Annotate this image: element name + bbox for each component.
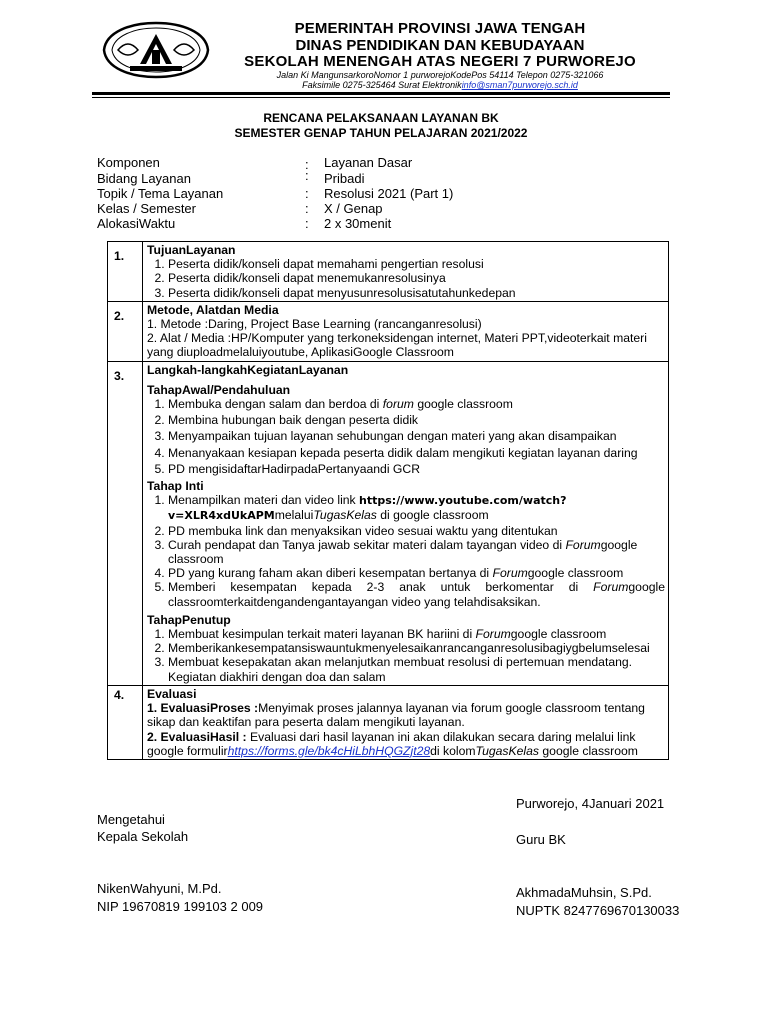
list-item: 3. Curah pendapat dan Tanya jawab sekitar materi dalam tayangan video di Forumgoogle classroom: [168, 538, 665, 566]
media-line: 2. Alat / Media :HP/Komputer yang terkoneksidengan internet, Materi PPT,videoterkait materi yang diuploadmelaluiyoutube, AplikasiGoogle Classroom: [147, 331, 647, 360]
row-number: 1.: [108, 242, 143, 302]
meta-colon: :: [305, 157, 309, 172]
table-row-evaluasi: [108, 685, 669, 759]
meta-value: X / Genap: [324, 201, 383, 216]
meta-colon: :: [305, 168, 309, 183]
row-body: [143, 242, 669, 302]
metode-line: 1. Metode :Daring, Project Base Learning (rancanganresolusi): [147, 317, 482, 332]
list-item: 5. Memberi kesempatan kepada 2-3 anak untuk berkomentar di Forumgoogle classroomterkaitdengandengantayangan video yang telahdisaksikan.: [168, 580, 665, 608]
signer-right-label: Guru BK: [516, 832, 566, 847]
list-item: 3. Menyampaikan tujuan layanan sehubungan dengan materi yang akan disampaikan: [168, 429, 665, 443]
header-rule-thick: [92, 92, 670, 95]
header-email-link[interactable]: info@sman7purworejo.sch.id: [461, 80, 578, 90]
row-number: 2.: [108, 301, 143, 361]
signer-left-name: NikenWahyuni, M.Pd.: [97, 881, 222, 896]
meta-label: AlokasiWaktu: [97, 216, 176, 231]
list-item: 2. Membina hubungan baik dengan peserta didik: [168, 413, 665, 427]
list-item: 3. Peserta didik/konseli dapat menyusunresolusisatutahunkedepan: [168, 286, 665, 300]
row-body: [143, 301, 669, 361]
tahap-penutup-title: TahapPenutup: [147, 612, 231, 627]
meta-value: Pribadi: [324, 171, 365, 186]
signer-left-id: NIP 19670819 199103 2 009: [97, 899, 264, 914]
header-line-2: DINAS PENDIDIKAN DAN KEBUDAYAAN: [295, 37, 585, 54]
row-number: 3.: [108, 361, 143, 685]
row-body: [143, 685, 669, 759]
signer-left-label-2: Kepala Sekolah: [97, 829, 189, 844]
plan-table: [107, 241, 669, 760]
list-item: 3. Membuat kesepakatan akan melanjutkan membuat resolusi di pertemuan mendatang. Kegiatan diakhiri dengan doa dan salam: [168, 655, 665, 683]
section-title-evaluasi: Evaluasi: [147, 686, 197, 701]
meta-colon: :: [305, 186, 309, 201]
evaluasi-proses: 1. EvaluasiProses :Menyimak proses jalannya layanan via forum google classroom tentang sikap dan keaktifan para peserta dalam mengikuti layanan.: [147, 701, 645, 730]
signer-left-label-1: Mengetahui: [97, 812, 165, 827]
section-title-tujuan: TujuanLayanan: [147, 243, 236, 257]
header-address: Jalan Ki MangunsarkoroNomor 1 purworejoKodePos 54114 Telepon 0275-321066: [276, 70, 604, 80]
tahap-penutup-list: [147, 627, 665, 684]
meta-label: Komponen: [97, 155, 160, 170]
meta-value: 2 x 30menit: [324, 216, 392, 231]
list-item: 2. Memberikankesempatansiswauntukmenyelesaikanrancanganresolusibagiygbelumselesai: [168, 641, 665, 655]
list-item: 1. Membuat kesimpulan terkait materi layanan BK hariini di Forumgoogle classroom: [168, 627, 665, 641]
list-item: 4. PD yang kurang faham akan diberi kesempatan bertanya di Forumgoogle classroom: [168, 566, 665, 580]
google-form-link[interactable]: https://forms.gle/bk4cHiLbhHQGZjt28: [227, 743, 431, 758]
tahap-inti-list: [147, 493, 665, 609]
meta-label: Bidang Layanan: [97, 171, 191, 186]
list-item: 1. Membuka dengan salam dan berdoa di forum google classroom: [168, 397, 665, 411]
list-item: 4. Menanyakaan kesiapan kepada peserta didik dalam mengikuti kegiatan layanan daring: [168, 446, 665, 460]
list-item: 2. PD membuka link dan menyaksikan video sesuai waktu yang ditentukan: [168, 524, 665, 538]
list-item: 1. Menampilkan materi dan video link https://www.youtube.com/watch?v=XLR4xdUkAPMmelaluiTugasKelas di google classroom: [168, 493, 665, 523]
header-fax: Faksimile 0275-325464 Surat Elektronik: [302, 80, 462, 90]
meta-label: Kelas / Semester: [97, 201, 196, 216]
province-logo: [100, 20, 212, 80]
table-row-metode: [108, 301, 669, 361]
signer-right-id: NUPTK 8247769670130033: [516, 903, 680, 918]
doc-title: RENCANA PELAKSANAAN LAYANAN BK: [263, 111, 499, 125]
row-body: [143, 361, 669, 685]
section-title-metode: Metode, Alatdan Media: [147, 302, 279, 317]
section-title-langkah: Langkah-langkahKegiatanLayanan: [147, 362, 349, 377]
meta-colon: :: [305, 201, 309, 216]
place-date: Purworejo, 4Januari 2021: [516, 796, 665, 811]
list-item: 1. Peserta didik/konseli dapat memahami pengertian resolusi: [168, 257, 665, 271]
tahap-awal-title: TahapAwal/Pendahuluan: [147, 382, 291, 397]
tahap-awal-list: [147, 397, 665, 476]
header-line-3: SEKOLAH MENENGAH ATAS NEGERI 7 PURWOREJO: [244, 53, 636, 70]
evaluasi-hasil: 2. EvaluasiHasil : Evaluasi dari hasil layanan ini akan dilakukan secara daring melalui link google formulirhttps://forms.gle/bk4cHiLbhHQGZjt28di kolomTugasKelas google classroom: [147, 729, 638, 758]
meta-label: Topik / Tema Layanan: [97, 186, 224, 201]
meta-value: Resolusi 2021 (Part 1): [324, 186, 454, 201]
header-contact: [230, 80, 650, 90]
doc-subtitle: SEMESTER GENAP TAHUN PELAJARAN 2021/2022: [234, 126, 528, 140]
list-item: 5. PD mengisidaftarHadirpadaPertanyaandi GCR: [168, 462, 665, 476]
meta-value: Layanan Dasar: [324, 155, 413, 170]
signer-right-name: AkhmadaMuhsin, S.Pd.: [516, 885, 652, 900]
header-line-1: PEMERINTAH PROVINSI JAWA TENGAH: [294, 20, 586, 37]
row-number: 4.: [108, 685, 143, 759]
header-rule-thin: [92, 97, 670, 98]
table-row-tujuan: [108, 242, 669, 302]
table-row-langkah: [108, 361, 669, 685]
meta-colon: :: [305, 216, 309, 231]
tujuan-list: [147, 257, 665, 300]
list-item: 2. Peserta didik/konseli dapat menemukanresolusinya: [168, 271, 665, 285]
tahap-inti-title: Tahap Inti: [147, 479, 204, 494]
youtube-link[interactable]: https://www.youtube.com/watch?v=XLR4xdUkAPM: [168, 494, 567, 523]
